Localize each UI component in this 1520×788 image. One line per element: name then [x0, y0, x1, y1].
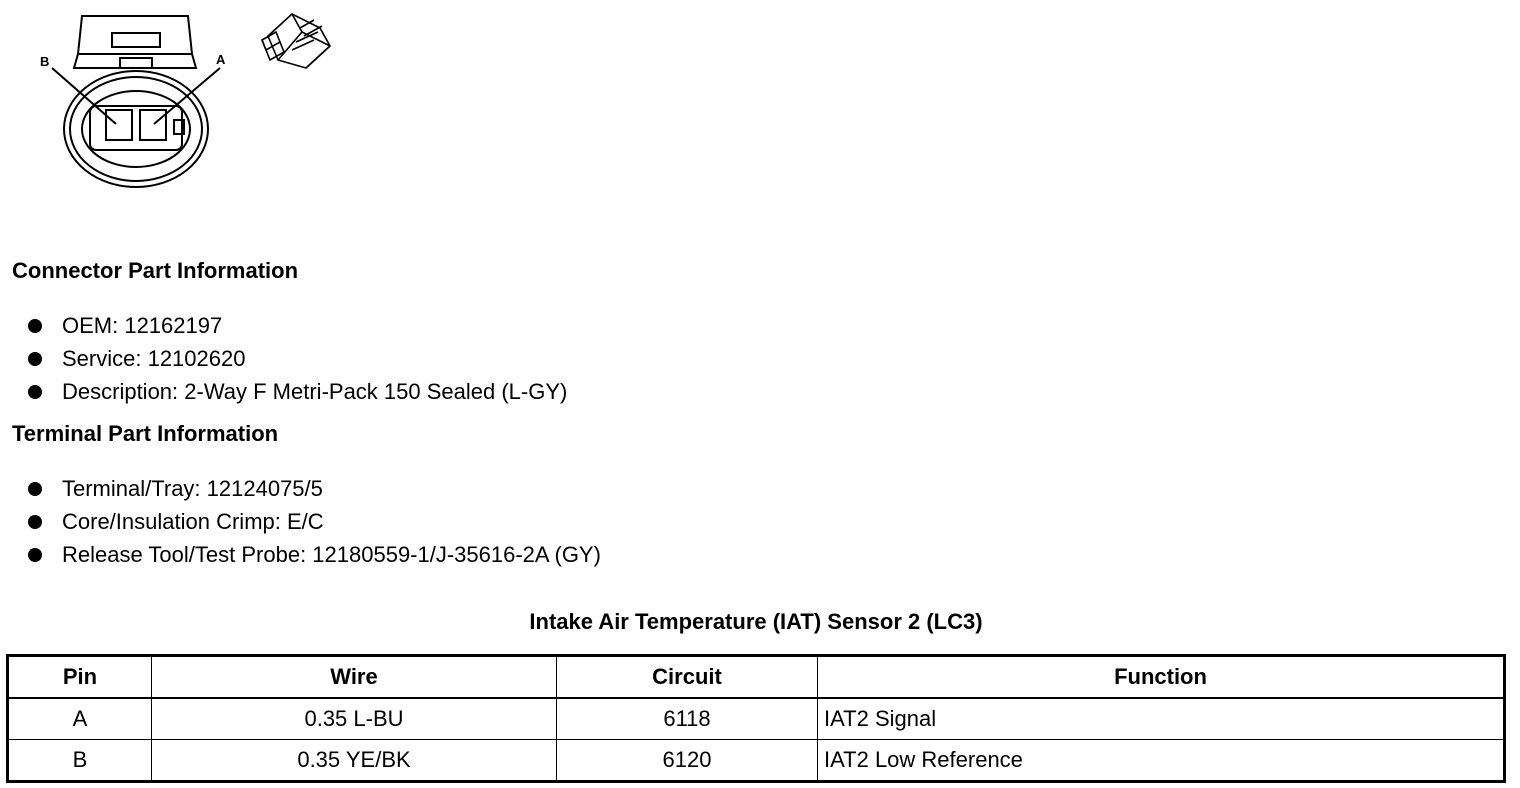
list-item — [28, 342, 567, 375]
cell-function: IAT2 Low Reference — [818, 740, 1505, 782]
pin-b-label: B — [40, 54, 50, 69]
bullet-icon — [28, 548, 42, 562]
connector-side-view — [262, 14, 330, 68]
connector-info-list — [28, 309, 567, 408]
bullet-icon — [28, 319, 42, 333]
bullet-icon — [28, 515, 42, 529]
pinout-table-title: Intake Air Temperature (IAT) Sensor 2 (LC3) — [529, 609, 983, 634]
cell-wire: 0.35 YE/BK — [152, 740, 557, 782]
list-item — [28, 472, 601, 505]
cell-wire: 0.35 L-BU — [152, 698, 557, 740]
connector-face-illustration — [30, 6, 370, 196]
connector-part-info-heading: Connector Part Information — [12, 258, 299, 283]
table-header-row — [8, 656, 1505, 699]
cell-pin: B — [8, 740, 152, 782]
connector-oem: OEM: 12162197 — [62, 313, 223, 338]
connector-description: Description: 2-Way F Metri-Pack 150 Sealed (L-GY) — [62, 379, 568, 404]
terminal-info-list — [28, 472, 601, 571]
list-item — [28, 309, 567, 342]
pinout-table — [6, 654, 1506, 783]
bullet-icon — [28, 482, 42, 496]
column-header-circuit: Circuit — [557, 656, 818, 699]
connector-drawing — [30, 6, 370, 196]
terminal-crimp: Core/Insulation Crimp: E/C — [62, 509, 324, 534]
terminal-tray: Terminal/Tray: 12124075/5 — [62, 476, 323, 501]
column-header-wire: Wire — [152, 656, 557, 699]
terminal-release-tool: Release Tool/Test Probe: 12180559-1/J-35616-2A (GY) — [62, 542, 601, 567]
bullet-icon — [28, 352, 42, 366]
cell-circuit: 6120 — [557, 740, 818, 782]
cell-circuit: 6118 — [557, 698, 818, 740]
connector-service: Service: 12102620 — [62, 346, 246, 371]
pin-a-label: A — [216, 52, 226, 67]
table-row — [8, 698, 1505, 740]
list-item — [28, 375, 567, 408]
table-row — [8, 740, 1505, 782]
list-item — [28, 538, 601, 571]
column-header-pin: Pin — [8, 656, 152, 699]
column-header-function: Function — [818, 656, 1505, 699]
list-item — [28, 505, 601, 538]
terminal-part-info-heading: Terminal Part Information — [12, 421, 279, 446]
cell-function: IAT2 Signal — [818, 698, 1505, 740]
bullet-icon — [28, 385, 42, 399]
cell-pin: A — [8, 698, 152, 740]
